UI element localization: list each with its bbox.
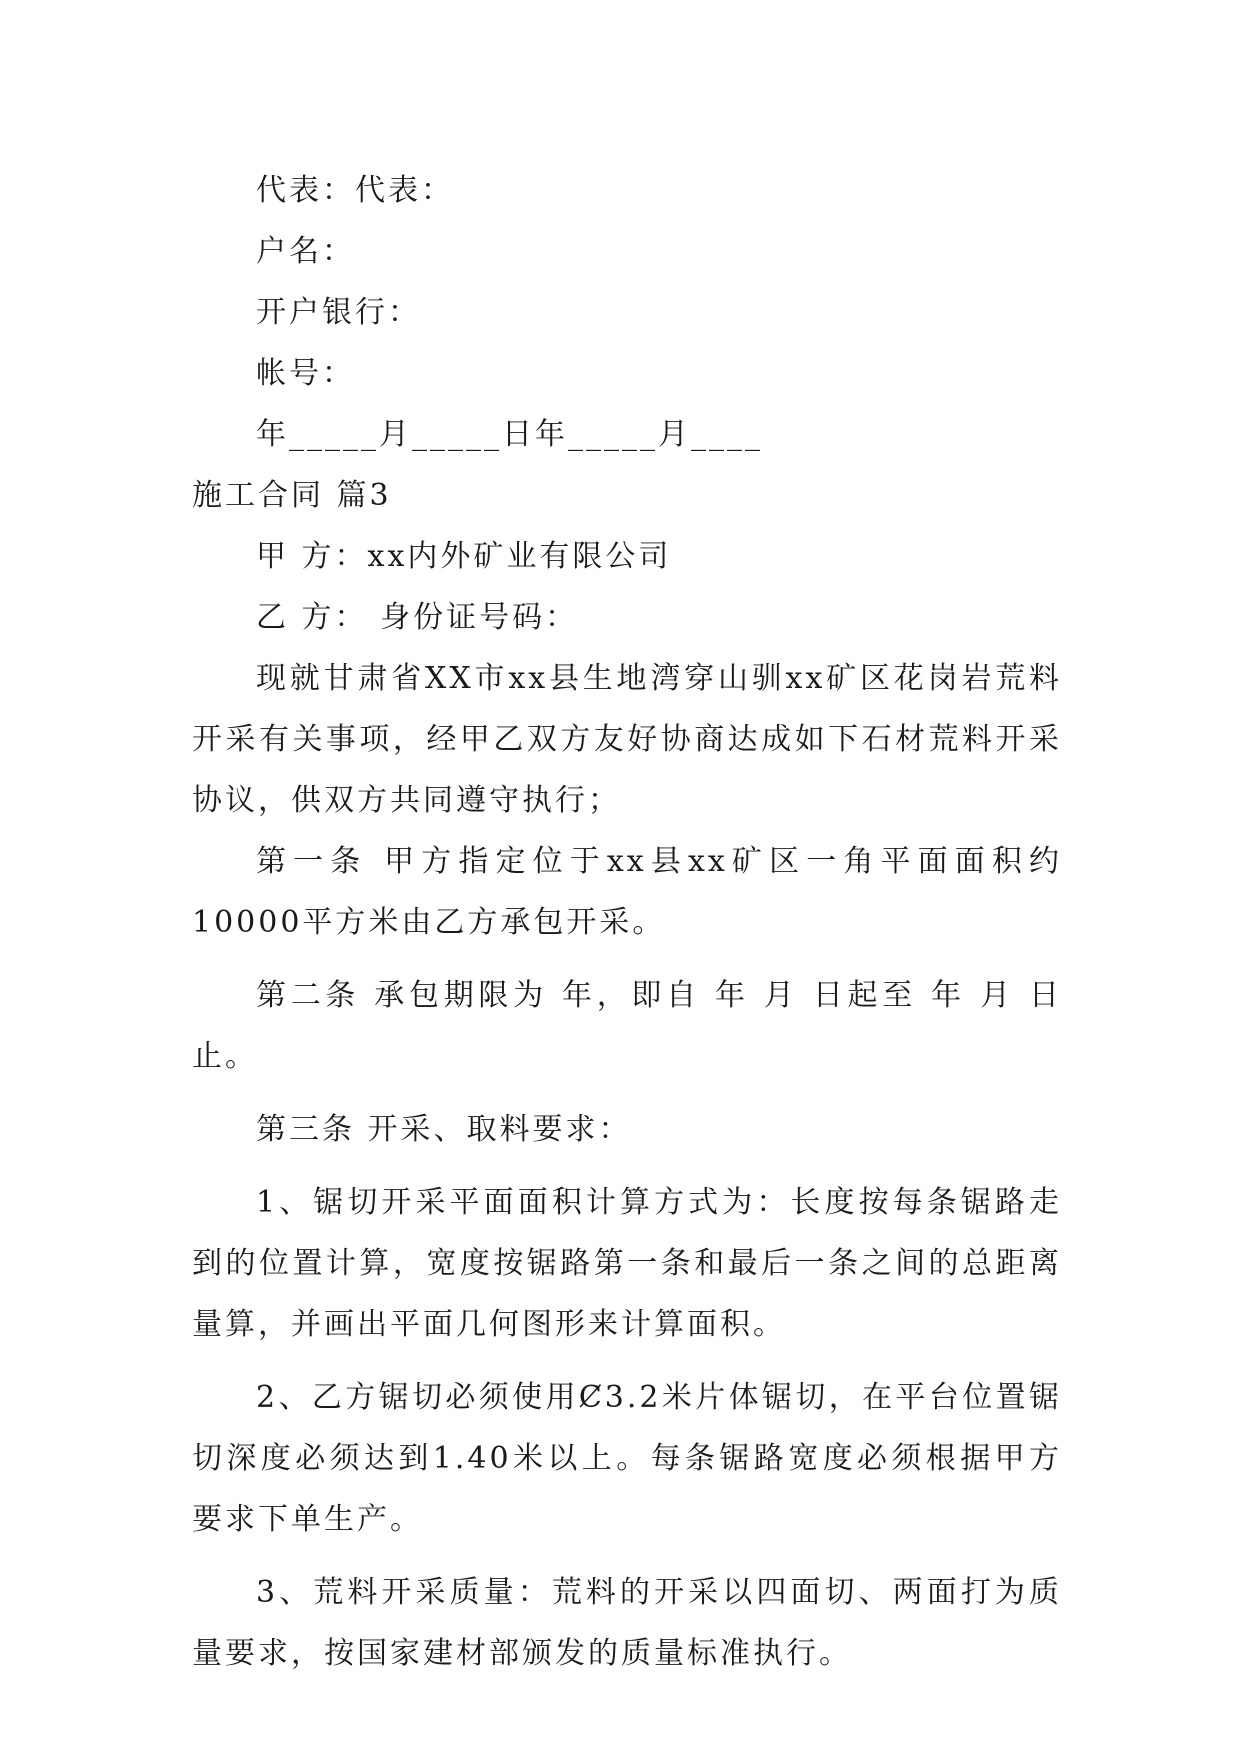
article-1: 第一条 甲方指定位于xx县xx矿区一角平面面积约10000平方米由乙方承包开采。 <box>192 844 1062 940</box>
document-body <box>192 160 1062 1684</box>
intro-paragraph: 现就甘肃省XX市xx县生地湾穿山驯xx矿区花岗岩荒料开采有关事项，经甲乙双方友好协商达成如下石材荒料开采协议，供双方共同遵守执行； <box>192 661 1062 818</box>
representative-line: 代表：代表： <box>256 173 454 208</box>
section-title: 施工合同 篇3 <box>192 478 392 513</box>
party-b-line: 乙 方： 身份证号码： <box>256 600 579 635</box>
account-number-line: 帐号： <box>256 356 355 391</box>
paragraph-gap <box>192 1160 1062 1172</box>
clause-2: 2、乙方锯切必须使用Ȼ3.2米片体锯切，在平台位置锯切深度必须达到1.40米以上。每条锯路宽度必须根据甲方要求下单生产。 <box>192 1380 1062 1537</box>
party-a-line: 甲 方：xx内外矿业有限公司 <box>256 539 672 574</box>
clause-1: 1、锯切开采平面面积计算方式为：长度按每条锯路走到的位置计算，宽度按锯路第一条和最后一条之间的总距离量算，并画出平面几何图形来计算面积。 <box>192 1185 1062 1342</box>
clause-3: 3、荒料开采质量：荒料的开采以四面切、两面打为质量要求，按国家建材部颁发的质量标准执行。 <box>192 1575 1062 1671</box>
paragraph-gap <box>192 1355 1062 1367</box>
article-2: 第二条 承包期限为 年，即自 年 月 日起至 年 月 日止。 <box>192 978 1062 1074</box>
paragraph-gap <box>192 1550 1062 1562</box>
paragraph-gap <box>192 1087 1062 1099</box>
article-3: 第三条 开采、取料要求： <box>256 1112 632 1147</box>
account-name-line: 户名： <box>256 234 355 269</box>
bank-line: 开户银行： <box>256 295 421 330</box>
date-line: 年_____月_____日年_____月____ <box>256 417 763 452</box>
paragraph-gap <box>192 953 1062 965</box>
